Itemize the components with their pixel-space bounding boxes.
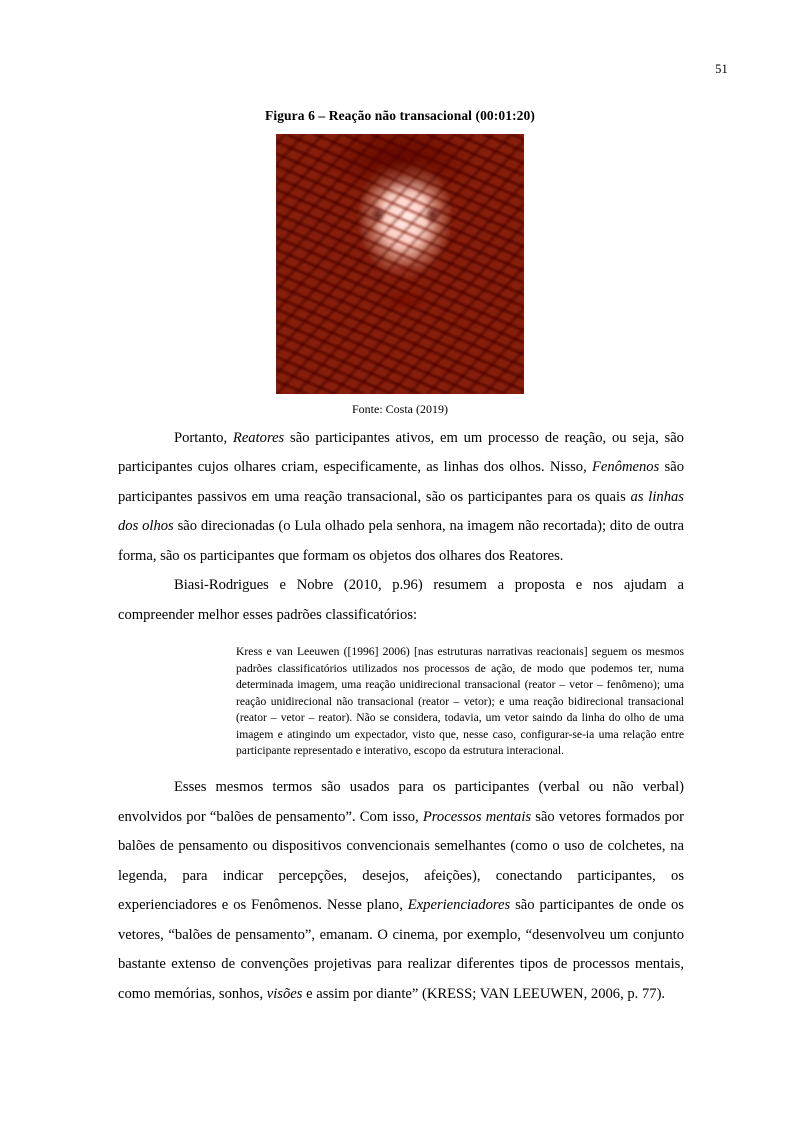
figure-image — [276, 134, 524, 394]
italic-linhas-dos-olhos: as linhas dos olhos — [118, 488, 684, 535]
page-number: 51 — [715, 62, 728, 76]
text-run: e assim por diante” (KRESS; VAN LEEUWEN, 2006, p. 77). — [302, 985, 666, 1002]
page-body — [118, 424, 684, 1009]
italic-processos-mentais: Processos mentais — [422, 808, 532, 825]
text-run: são participantes passivos em uma reação transacional, são os participantes para os quais — [118, 459, 684, 505]
figure-source: Fonte: Costa (2019) — [352, 402, 448, 416]
text-run: Esses mesmos termos são usados para os participantes (verbal ou não verbal) envolvidos por “balões de pensamento”. Com isso, — [118, 779, 684, 825]
italic-visoes: visões — [266, 985, 303, 1002]
text-run: são vetores formados por balões de pensamento ou dispositivos convencionais semelhantes (como o uso de colchetes, na legenda, para indicar percepções, desejos, afeições), conectando participantes, os experienciadores e os Fenômenos. Nesse plano, — [118, 808, 684, 914]
text-run: Portanto, — [174, 430, 233, 446]
italic-experienciadores: Experienciadores — [407, 897, 511, 914]
figure-block — [0, 108, 800, 417]
paragraph-biasi-rodrigues: Biasi-Rodrigues e Nobre (2010, p.96) resumem a proposta e nos ajudam a compreender melhor esses padrões classificatórios: — [118, 577, 684, 623]
block-quote-kress-van-leeuwen: Kress e van Leeuwen ([1996] 2006) [nas estruturas narrativas reacionais] seguem os mesmos padrões classificatórios utilizados nos processos de ação, de modo que podemos ter, numa determinada imagem, uma reação unidirecional transacional (reator – vetor – fenômeno); uma reação unidirecional não transacional (reator – vetor); e uma reação bidirecional transacional (reator – vetor – reator). Não se considera, todavia, um vetor saindo da linha do olho de uma imagem e atingindo um expectador, visto que, nesse caso, configurar-se-ia uma relação entre participante representado e interativo, escopo da estrutura interacional. — [236, 645, 684, 757]
figure-image-wrapper — [0, 134, 800, 394]
figure-caption: Figura 6 – Reação não transacional (00:01:20) — [265, 108, 535, 123]
paragraph-portanto — [118, 424, 684, 571]
paragraph-processos-mentais — [118, 773, 684, 1009]
italic-reatores: Reatores — [232, 430, 285, 446]
italic-fenomenos: Fenômenos — [592, 459, 660, 476]
text-run: são participantes de onde os vetores, “balões de pensamento”, emanam. O cinema, por exemplo, “desenvolveu um conjunto bastante extenso de convenções projetivas para realizar diferentes tipos de processos mentais, como memórias, sonhos, — [118, 897, 684, 1002]
text-run: são participantes ativos, em um processo de reação, ou seja, são participantes cujos olhares criam, especificamente, as linhas dos olhos. Nisso, — [118, 430, 684, 476]
text-run: são direcionadas (o Lula olhado pela senhora, na imagem não recortada); dito de outra forma, são os participantes que formam os objetos dos olhares dos Reatores. — [118, 518, 685, 564]
